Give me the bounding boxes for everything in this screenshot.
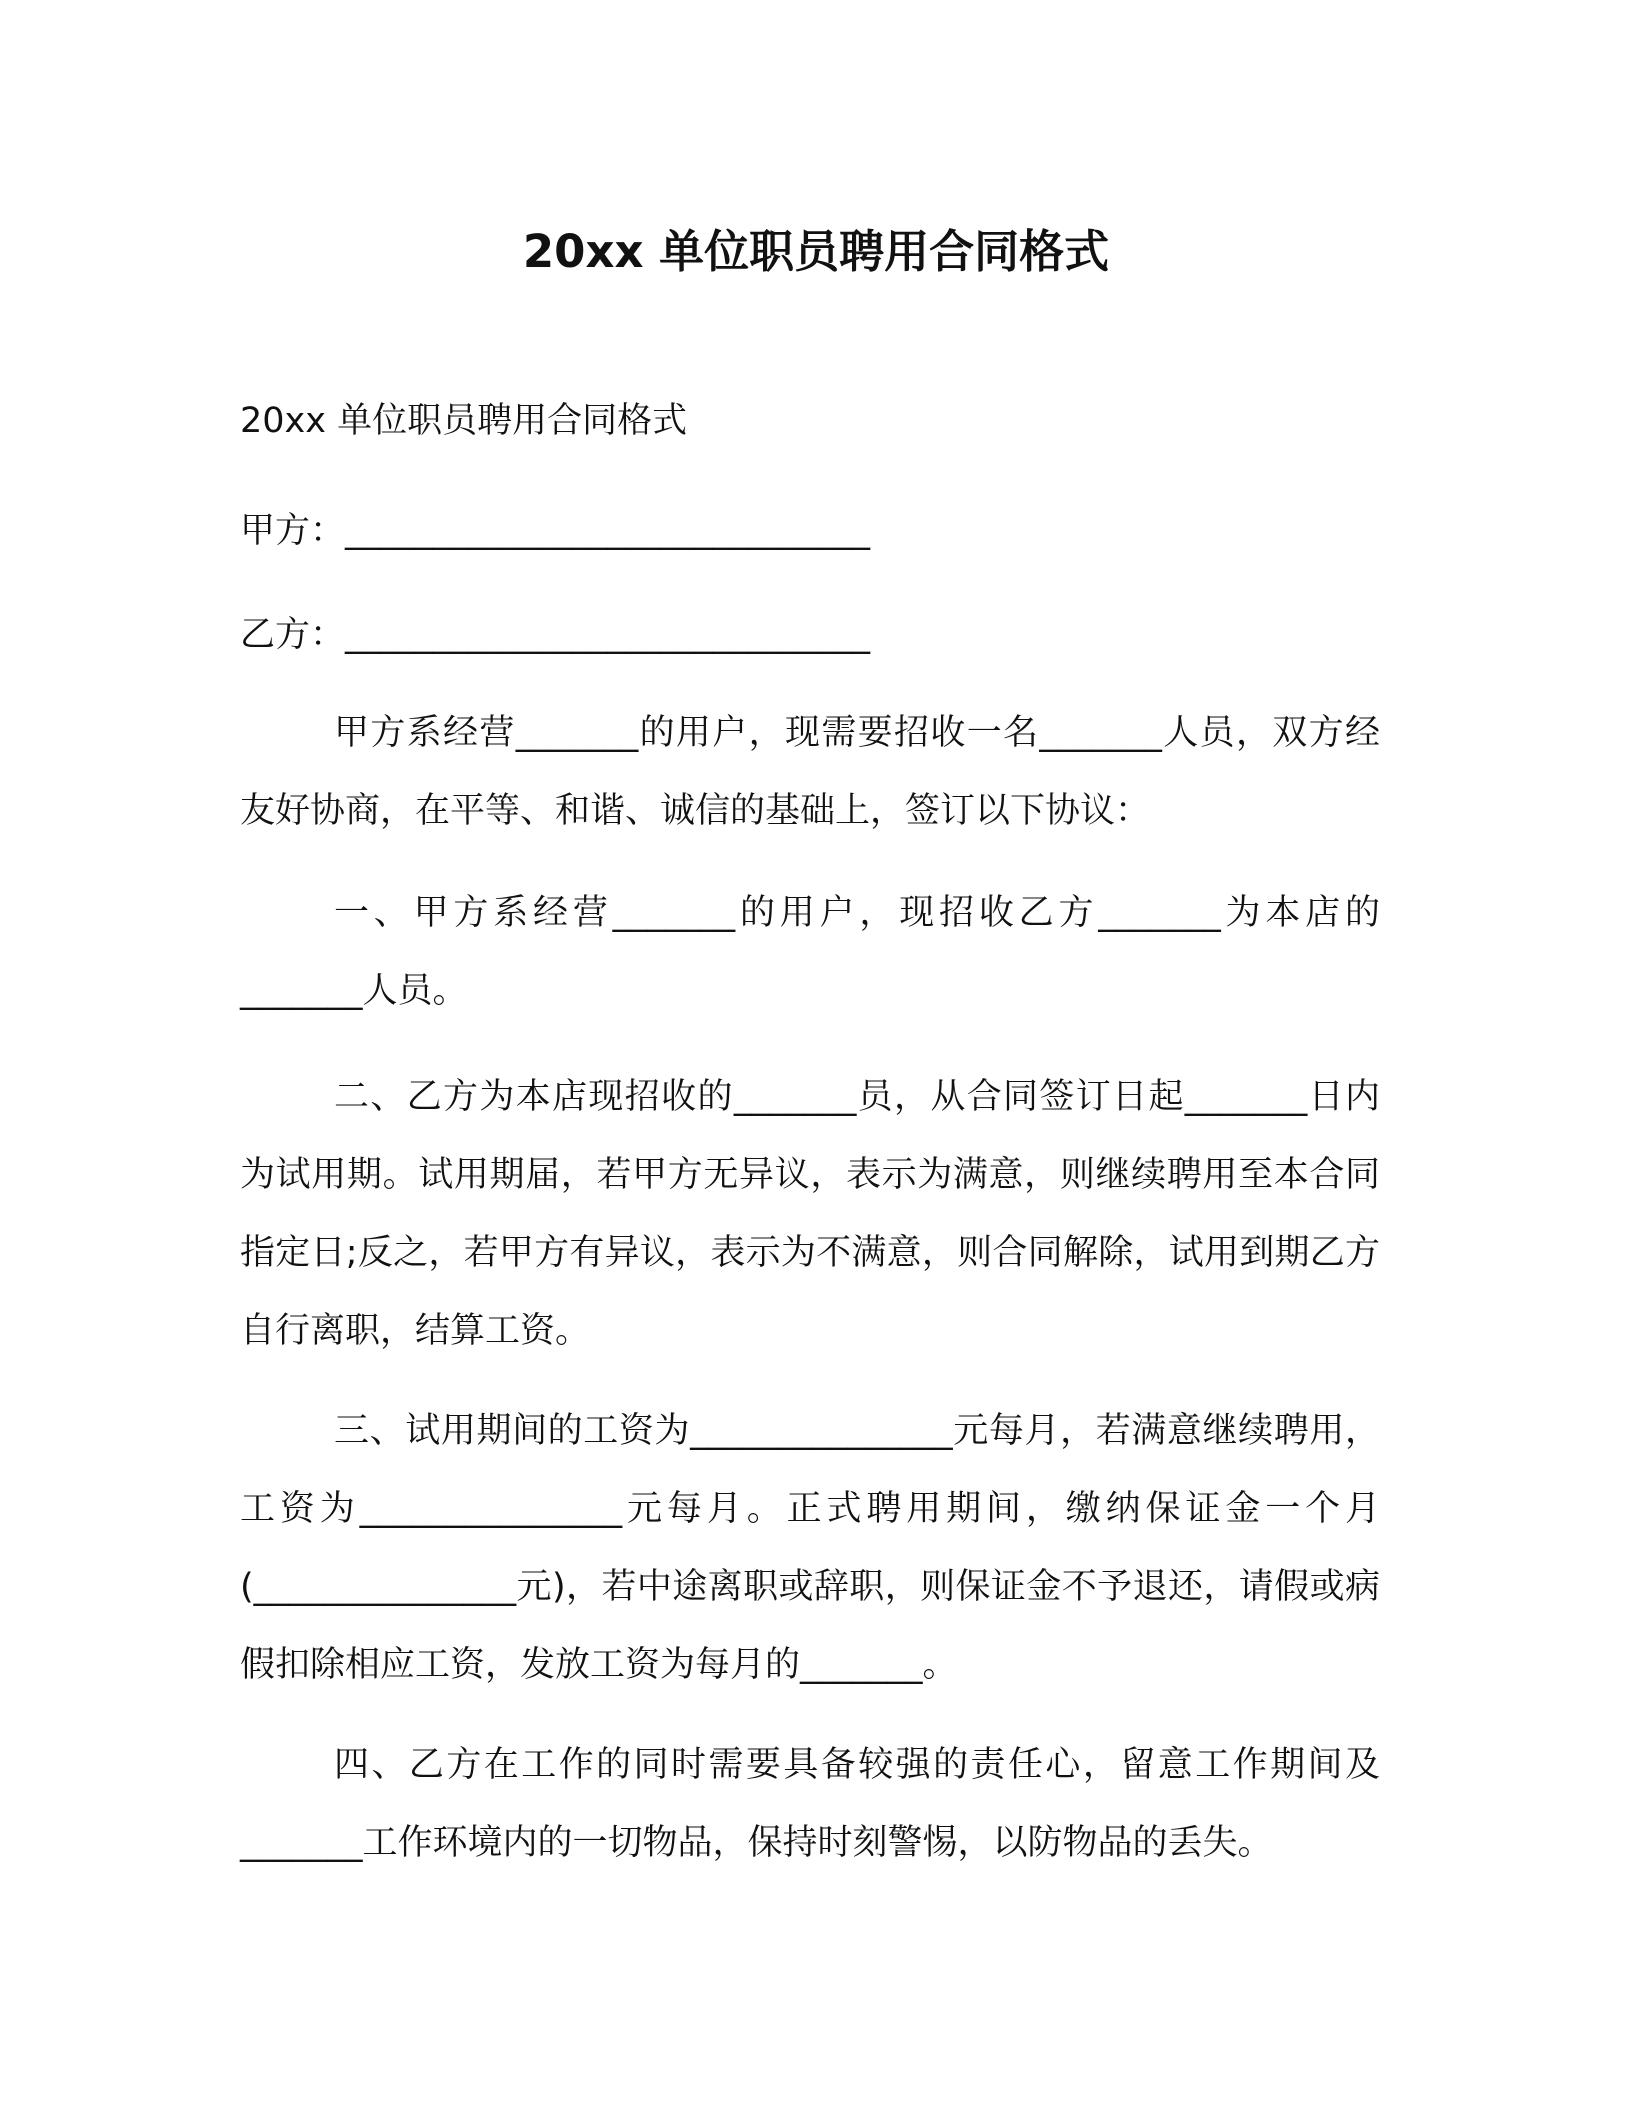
clause-2-paragraph: 二、乙方为本店现招收的_______员，从合同签订日起_______日内为试用期。试用期届，若甲方无异议，表示为满意，则继续聘用至本合同指定日;反之，若甲方有异议，表示为不满意，则合同解除，试用到期乙方自行离职，结算工资。 [240,1077,1380,1351]
document-title: 20xx 单位职员聘用合同格式 [522,225,1110,278]
clause-4-paragraph: 四、乙方在工作的同时需要具备较强的责任心，留意工作期间及_______工作环境内的一切物品，保持时刻警惕，以防物品的丢失。 [240,1745,1380,1863]
intro-paragraph: 甲方系经营_______的用户，现需要招收一名_______人员，双方经友好协商，在平等、和谐、诚信的基础上，签订以下协议： [240,713,1380,831]
document-subtitle: 20xx 单位职员聘用合同格式 [240,401,688,441]
clause-1-paragraph: 一、甲方系经营_______的用户，现招收乙方_______为本店的_______人员。 [240,893,1380,1011]
party-b-line: 乙方：______________________________ [240,615,871,655]
party-a-line: 甲方：______________________________ [240,511,871,551]
clause-3-paragraph: 三、试用期间的工资为_______________元每月，若满意继续聘用，工资为_______________元每月。正式聘用期间，缴纳保证金一个月(_______________元)，若中途离职或辞职，则保证金不予退还，请假或病假扣除相应工资，发放工资为每月的_______。 [240,1411,1380,1685]
